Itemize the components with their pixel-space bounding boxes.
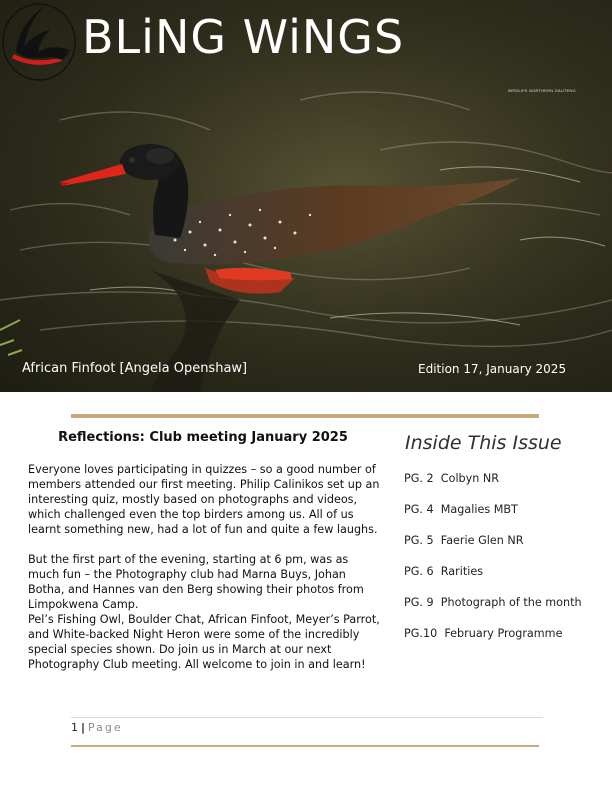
toc-label: Rarities [440, 565, 484, 578]
toc-page: PG. 9 [404, 596, 434, 609]
toc-page: PG. 4 [404, 503, 434, 516]
article-paragraph: But the first part of the evening, starting at 6 pm, was as much fun – the Photography club had Marna Buys, Johan Botha, and Hannes van den Berg showing their photos from Limpokwena Camp. [28, 553, 364, 611]
top-divider [71, 414, 539, 418]
cover-photo [0, 0, 612, 392]
article-paragraph: Everyone loves participating in quizzes – so a good number of members attended our first meeting. Philip Calinikos set up an interesting quiz, mostly based on photographs and videos, which challenged even the top birders among us. All of us learnt something new, had a lot of fun and quite a few laughs. [28, 463, 380, 536]
toc-item[interactable] [404, 596, 582, 627]
photo-caption: African Finfoot [Angela Openshaw] [22, 361, 248, 376]
toc-label: Magalies MBT [440, 503, 518, 516]
toc-item[interactable] [404, 627, 582, 658]
masthead-title: BLiNG WiNGS [82, 10, 405, 64]
page-number: 1 [71, 721, 78, 734]
toc-item[interactable] [404, 503, 582, 534]
toc-page: PG. 2 [404, 472, 434, 485]
footer-divider [71, 717, 543, 718]
table-of-contents [404, 472, 582, 658]
toc-page: PG. 5 [404, 534, 434, 547]
bottom-divider [71, 745, 539, 747]
page-footer [71, 721, 123, 734]
page-separator: | [81, 721, 86, 734]
toc-item[interactable] [404, 472, 582, 503]
inside-issue-title: Inside This Issue [405, 432, 562, 454]
toc-page: PG. 6 [404, 565, 434, 578]
page-word: Page [88, 721, 123, 734]
edition-label: Edition 17, January 2025 [418, 362, 567, 376]
toc-item[interactable] [404, 534, 582, 565]
toc-label: Faerie Glen NR [440, 534, 524, 547]
toc-label: Colbyn NR [440, 472, 500, 485]
article-paragraph: Pel’s Fishing Owl, Boulder Chat, African Finfoot, Meyer’s Parrot, and White-backed Night Heron were some of the incredibly special species shown. Do join us in March at our next Photography Club meeting. All welcome to join in and learn! [28, 613, 380, 671]
toc-label: Photograph of the month [440, 596, 582, 609]
article-title: Reflections: Club meeting January 2025 [58, 430, 348, 445]
bird-wing-logo [0, 0, 78, 82]
toc-item[interactable] [404, 565, 582, 596]
toc-page: PG.10 [404, 627, 438, 640]
article-body [28, 462, 380, 672]
logo-text: BIRDLIFE NORTHERN GAUTENG [508, 88, 576, 93]
toc-label: February Programme [444, 627, 563, 640]
